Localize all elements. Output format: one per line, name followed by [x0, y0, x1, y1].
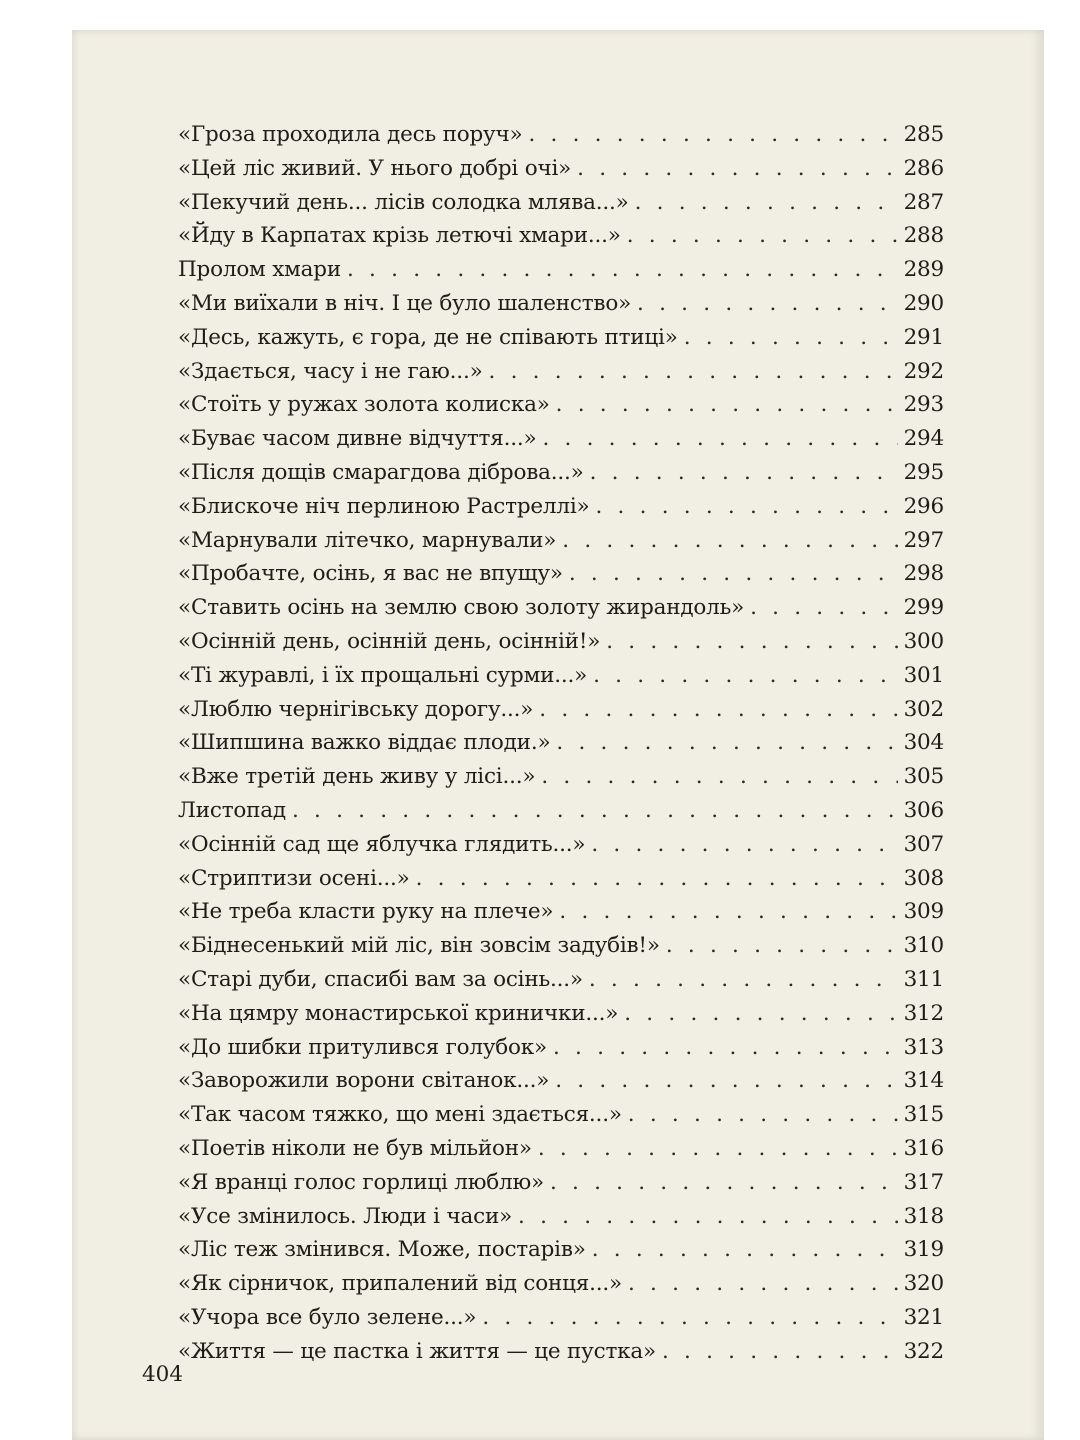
toc-entry-title: «Учора все було зелене...» — [178, 1304, 477, 1330]
table-of-contents — [178, 122, 944, 1372]
dot-leader — [628, 1271, 898, 1296]
toc-entry-title: Листопад — [178, 797, 286, 823]
toc-entry-title: «Вже третій день живу у лісі...» — [178, 764, 536, 790]
toc-entry-title: «Біднесенький мій ліс, він зовсім задубів!» — [178, 933, 660, 959]
toc-entry — [178, 325, 944, 359]
toc-entry-page: 320 — [903, 1271, 944, 1297]
dot-leader — [528, 122, 897, 147]
toc-entry — [178, 697, 944, 731]
toc-entry-page: 312 — [903, 1000, 944, 1026]
toc-entry-title: «Марнували літечко, марнували» — [178, 527, 557, 553]
dot-leader — [591, 832, 897, 857]
dot-leader — [684, 325, 898, 350]
toc-entry-title: «Поетів ніколи не був мільйон» — [178, 1135, 532, 1161]
dot-leader — [637, 291, 898, 316]
toc-entry-title: «Я вранці голос горлиці люблю» — [178, 1169, 544, 1195]
toc-entry-title: «Пробачте, осінь, я вас не впущу» — [178, 561, 563, 587]
dot-leader — [606, 629, 897, 654]
toc-entry-page: 313 — [903, 1034, 944, 1060]
toc-entry-page: 309 — [903, 899, 944, 925]
toc-entry-page: 286 — [903, 155, 944, 181]
dot-leader — [627, 223, 898, 248]
toc-entry — [178, 1136, 944, 1170]
toc-entry — [178, 1204, 944, 1238]
toc-entry-page: 294 — [903, 426, 944, 452]
toc-entry-page: 298 — [903, 561, 944, 587]
toc-entry-page: 290 — [903, 290, 944, 316]
toc-entry — [178, 967, 944, 1001]
toc-entry-page: 310 — [903, 933, 944, 959]
dot-leader — [569, 561, 898, 586]
toc-entry-page: 316 — [903, 1135, 944, 1161]
toc-entry-page: 318 — [903, 1203, 944, 1229]
toc-entry-page: 311 — [903, 966, 944, 992]
toc-entry — [178, 629, 944, 663]
dot-leader — [489, 359, 898, 384]
toc-entry — [178, 561, 944, 595]
toc-entry — [178, 528, 944, 562]
toc-entry-page: 314 — [903, 1068, 944, 1094]
toc-entry — [178, 1001, 944, 1035]
dot-leader — [589, 967, 898, 992]
toc-entry-page: 307 — [903, 831, 944, 857]
toc-entry — [178, 359, 944, 393]
toc-entry-page: 321 — [903, 1304, 944, 1330]
dot-leader — [555, 1068, 897, 1093]
toc-entry-title: «Так часом тяжко, що мені здається...» — [178, 1102, 622, 1128]
toc-entry — [178, 933, 944, 967]
toc-entry-page: 302 — [903, 696, 944, 722]
toc-entry-page: 300 — [903, 628, 944, 654]
toc-entry-title: «Ті журавлі, і їх прощальні сурми...» — [178, 662, 588, 688]
toc-entry-page: 287 — [903, 189, 944, 215]
dot-leader — [577, 156, 897, 181]
toc-entry — [178, 1035, 944, 1069]
toc-entry — [178, 730, 944, 764]
dot-leader — [559, 899, 897, 924]
toc-entry — [178, 156, 944, 190]
toc-entry-title: «Старі дуби, спасибі вам за осінь...» — [178, 966, 583, 992]
dot-leader — [628, 1102, 898, 1127]
toc-entry-title: «Десь, кажуть, є гора, де не співають птиці» — [178, 324, 678, 350]
toc-entry-title: «Осінній сад ще яблучка глядить...» — [178, 831, 586, 857]
toc-entry-page: 289 — [903, 257, 944, 283]
toc-entry — [178, 1068, 944, 1102]
toc-entry — [178, 764, 944, 798]
dot-leader — [416, 866, 898, 891]
dot-leader — [662, 1339, 898, 1364]
dot-leader — [750, 595, 897, 620]
toc-entry — [178, 1102, 944, 1136]
dot-leader — [541, 764, 897, 789]
toc-entry-title: «Здається, часу і не гаю...» — [178, 358, 483, 384]
toc-entry — [178, 798, 944, 832]
toc-entry-page: 304 — [903, 730, 944, 756]
toc-entry-title: «Ліс теж змінився. Може, постарів» — [178, 1237, 586, 1263]
toc-entry-page: 308 — [903, 865, 944, 891]
toc-entry — [178, 494, 944, 528]
toc-entry-title: «Люблю чернігівську дорогу...» — [178, 696, 534, 722]
dot-leader — [666, 933, 898, 958]
toc-entry-page: 288 — [903, 223, 944, 249]
dot-leader — [590, 460, 898, 485]
toc-entry — [178, 392, 944, 426]
toc-entry-title: «Шипшина важко віддає плоди.» — [178, 730, 551, 756]
toc-entry-page: 315 — [903, 1102, 944, 1128]
toc-entry-page: 317 — [903, 1169, 944, 1195]
toc-entry-title: «Стоїть у ружах золота колиска» — [178, 392, 550, 418]
toc-entry-title: «Життя — це пастка і життя — це пустка» — [178, 1338, 656, 1364]
dot-leader — [556, 730, 897, 755]
dot-leader — [539, 697, 897, 722]
toc-entry — [178, 1305, 944, 1339]
toc-entry-title: «До шибки притулився голубок» — [178, 1034, 547, 1060]
toc-entry-title: «Ми виїхали в ніч. І це було шаленство» — [178, 290, 632, 316]
toc-entry — [178, 1170, 944, 1204]
dot-leader — [562, 528, 897, 553]
toc-entry-page: 297 — [903, 527, 944, 553]
toc-entry-page: 305 — [903, 764, 944, 790]
dot-leader — [593, 663, 897, 688]
dot-leader — [538, 1136, 898, 1161]
toc-entry — [178, 460, 944, 494]
toc-entry-page: 292 — [903, 358, 944, 384]
toc-entry-page: 285 — [903, 122, 944, 147]
dot-leader — [518, 1204, 898, 1229]
toc-entry — [178, 291, 944, 325]
toc-entry-title: «Заворожили ворони світанок...» — [178, 1068, 550, 1094]
dot-leader — [592, 1237, 898, 1262]
toc-entry — [178, 122, 944, 156]
toc-entry — [178, 866, 944, 900]
toc-entry-title: «Як сірничок, припалений від сонця...» — [178, 1271, 622, 1297]
toc-entry-page: 301 — [903, 662, 944, 688]
dot-leader — [542, 426, 897, 451]
toc-entry — [178, 257, 944, 291]
toc-entry-page: 296 — [903, 493, 944, 519]
toc-entry — [178, 1339, 944, 1373]
toc-entry-title: «Стриптизи осені...» — [178, 865, 410, 891]
toc-entry-title: «Буває часом дивне відчуття...» — [178, 426, 537, 452]
dot-leader — [595, 494, 897, 519]
toc-entry — [178, 1237, 944, 1271]
toc-entry-page: 295 — [903, 459, 944, 485]
toc-entry — [178, 223, 944, 257]
toc-entry — [178, 595, 944, 629]
toc-entry — [178, 426, 944, 460]
toc-entry — [178, 1271, 944, 1305]
toc-entry-title: «Пекучий день... лісів солодка млява...» — [178, 189, 629, 215]
toc-entry-page: 322 — [903, 1338, 944, 1364]
toc-entry-title: «Цей ліс живий. У нього добрі очі» — [178, 155, 572, 181]
toc-entry-title: «Йду в Карпатах крізь летючі хмари...» — [178, 223, 621, 249]
toc-entry — [178, 899, 944, 933]
toc-entry-page: 291 — [903, 324, 944, 350]
toc-entry-title: «Не треба класти руку на плече» — [178, 899, 554, 925]
toc-entry-title: Пролом хмари — [178, 257, 341, 283]
dot-leader — [347, 257, 898, 282]
dot-leader — [556, 392, 898, 417]
toc-entry-title: «Блискоче ніч перлиною Растреллі» — [178, 493, 590, 519]
dot-leader — [635, 190, 898, 215]
toc-entry-page: 293 — [903, 392, 944, 418]
toc-entry — [178, 832, 944, 866]
toc-entry — [178, 663, 944, 697]
toc-entry-title: «Усе змінилось. Люди і часи» — [178, 1203, 513, 1229]
dot-leader — [553, 1035, 898, 1060]
dot-leader — [550, 1170, 898, 1195]
toc-entry-title: «Гроза проходила десь поруч» — [178, 122, 523, 147]
toc-entry-title: «На цямру монастирської кринички...» — [178, 1000, 619, 1026]
toc-entry-page: 299 — [903, 595, 944, 621]
page-number: 404 — [142, 1362, 184, 1387]
toc-entry-title: «Осінній день, осінній день, осінній!» — [178, 628, 601, 654]
dot-leader — [624, 1001, 897, 1026]
dot-leader — [292, 798, 898, 823]
toc-entry-page: 319 — [903, 1237, 944, 1263]
dot-leader — [482, 1305, 897, 1330]
toc-entry-page: 306 — [903, 797, 944, 823]
toc-entry-title: «Після дощів смарагдова діброва...» — [178, 459, 584, 485]
toc-entry — [178, 190, 944, 224]
toc-entry-title: «Ставить осінь на землю свою золоту жирандоль» — [178, 595, 745, 621]
